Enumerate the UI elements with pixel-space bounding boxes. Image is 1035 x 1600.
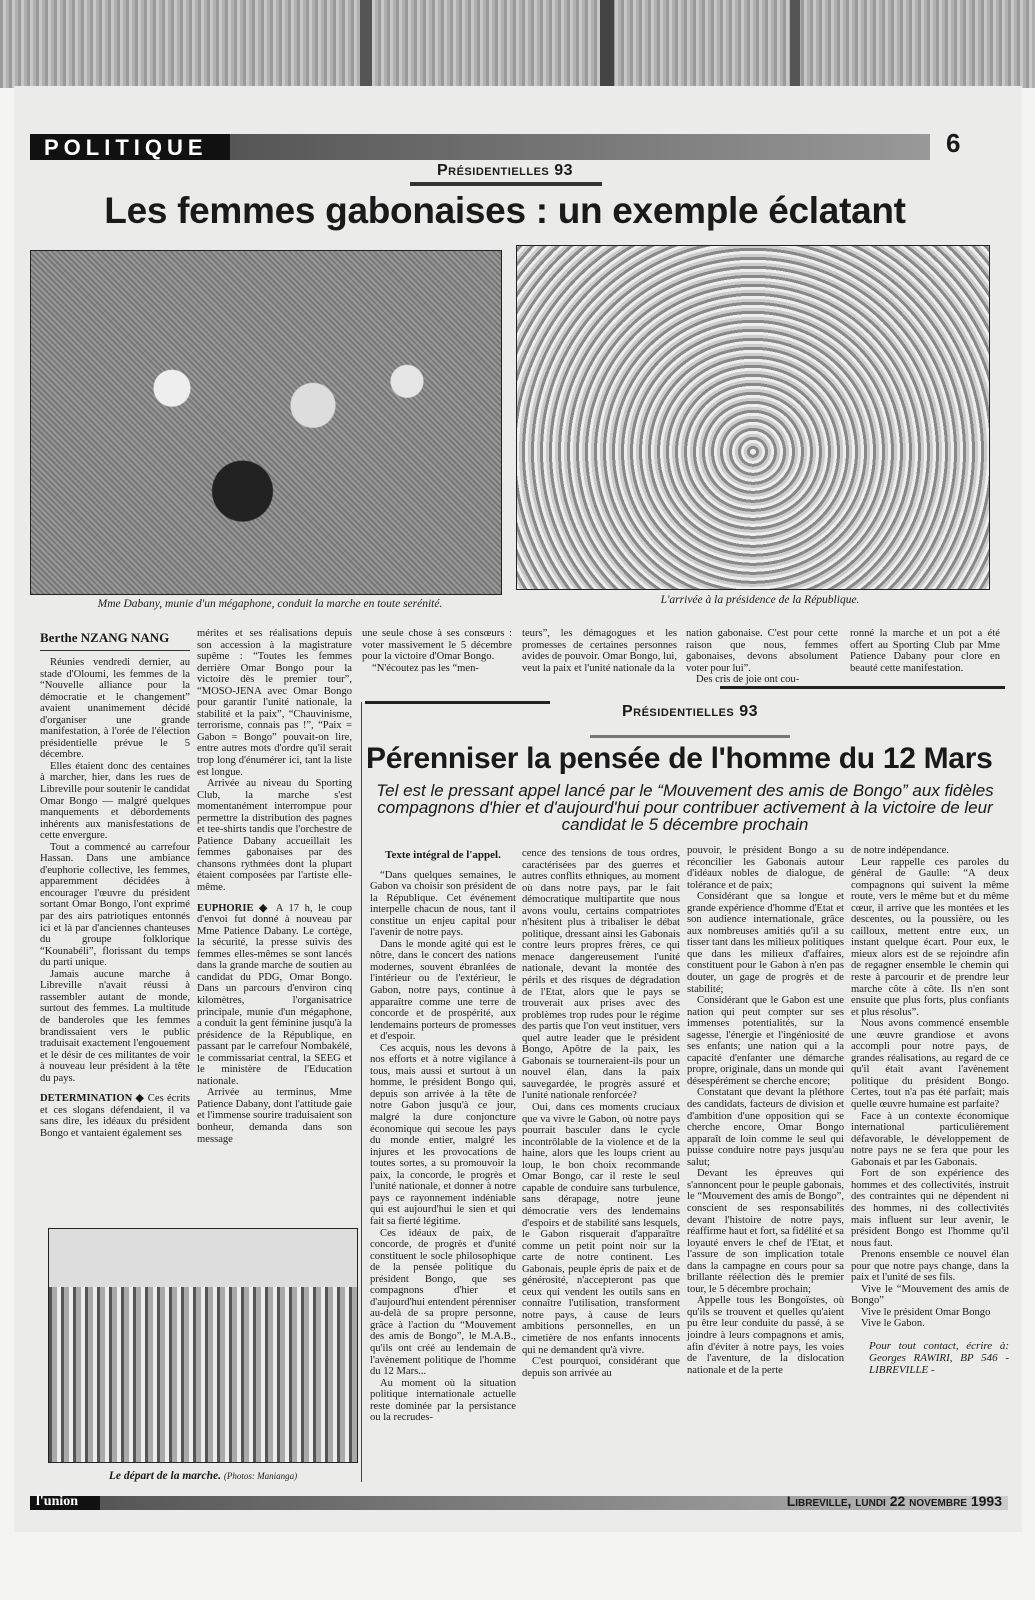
masthead: l'union <box>36 1494 79 1509</box>
paragraph-text: nation gabonaise. C'est pour cette raison que nous, femmes gabonaises, devons absolument voter pour lui”. <box>686 628 838 674</box>
paragraph: Arrivée au niveau du Sporting Club, la marche s'est momentanément interrompue pour permettre la distribution des pagnes et tee-shirts tandis que l'orchestre de Patience Dabany accueillait les femmes gabonaises par des chansons rythmées dont la plupart étaient composées par l'artiste elle-même. <box>197 778 352 894</box>
photo-caption-right: L'arrivée à la présidence de la République. <box>660 594 860 606</box>
paragraph: Dans le monde agité qui est le nôtre, dans le concert des nations modernes, souvent ébranlées de l'intérieur ou de l'extérieur, le Gabon, notre pays, continue à apparaître comme une terre de concorde et de prospérité, aux lendemains porteurs de promesses et d'espoir. <box>370 938 516 1043</box>
paragraph: Ces idéaux de paix, de concorde, de progrès et d'unité constituent le socle philosophique de la pensée politique du président Bongo, que ses compagnons d'hier et d'aujourd'hui entendent pérenniser au-delà de sa propre personne, grâce à l'action du “Mouvement des amis de Bongo”, le M.A.B., qu'ils ont créé au lendemain de l'avènement politique de l'homme du 12 Mars... <box>370 1227 516 1378</box>
paragraph-text: une seule chose à ses consœurs : voter massivement le 5 décembre pour la victoire d'Omar Bongo. <box>362 628 512 663</box>
paragraph <box>40 1093 190 1139</box>
paragraph-lead: DETERMINATION ◆ <box>40 1093 148 1105</box>
article1-headline: Les femmes gabonaises : un exemple éclatant <box>104 190 906 231</box>
article1-column-6 <box>850 628 1000 674</box>
section-label: POLITIQUE <box>44 135 208 160</box>
paragraph <box>686 628 838 674</box>
paragraph-text: A 17 h, le coup d'envoi fut donné à nouveau par Mme Patience Dabany. Le cortège, la sécurité, la presse suivis des femmes elles-mêmes se sont lancés dans la grande marche de soutien au candidat du PDG, Omar Bongo. Dans un parcours d'environ cinq kilomètres, l'organisatrice principale, munie d'un mégaphone, a conduit la gent féminine jusqu'à la présidence de la République, en passant par le carrefour Nombakélé, le commissariat central, la SEEG et le ministère de l'Education nationale. <box>197 902 353 1087</box>
paragraph <box>362 628 512 663</box>
article1-column-5 <box>686 628 838 686</box>
paragraph: Réunies vendredi dernier, au stade d'Oloumi, les femmes de la “Nouvelle alliance pour la démocratie et le changement” avaient unanimement décidé d'organiser une grande manifestation, à l'orée de l'élection présidentielle prévue le 5 décembre. <box>40 657 190 761</box>
paragraph: Constatant que devant la pléthore des candidats, facteurs de division et d'ambition d'une opposition qui se cherche encore, Omar Bongo apparaît de loin comme le seul qui puisse conduire notre pays jusqu'au salut; <box>687 1087 844 1168</box>
paragraph: Des cris de joie ont cou- <box>696 674 800 686</box>
byline: Berthe NZANG NANG <box>40 630 190 651</box>
kicker-rule <box>590 735 790 738</box>
paragraph-text: Ces écrits et ces slogans défendaient, il va sans dire, les idéaux du président Bongo et vantaient également ses <box>40 1093 190 1139</box>
photo-credit: (Photos: Manianga) <box>223 1471 298 1481</box>
paragraph-text: ronné la marche et un pot a été offert au Sporting Club par Mme Patience Dabany pour clore en beauté cette manifestation. <box>850 628 1000 674</box>
paragraph <box>522 628 677 674</box>
paragraph: Considérant que le Gabon est une nation qui peut compter sur ses immenses potentialités, sur la sagesse, l'énergie et l'ingéniosité de ses enfants; une nation qui a la capacité d'enfanter une démarche propre, originale, dans un monde qui désespérément se cherche encore; <box>687 995 844 1087</box>
paragraph: Leur rappelle ces paroles du général de Gaulle: “A deux compagnons qui suivent la même route, vers le même but et du même cœur, il arrive que les montées et les descentes, ou la poussière, ou les cailloux, mettent entre eux, un instant quelque écart. Pour eux, le mieux alors est de se rejoindre afin de regagner ensemble le chemin qui reste à parcourir et de prendre leur marche côte à côte. Ils n'en sont ensuite que plus forts, plus confiants et plus résolus”. <box>851 856 1009 1018</box>
paragraph-lead: EUPHORIE ◆ <box>197 902 276 914</box>
section-banner <box>30 134 930 160</box>
paragraph: Fort de son expérience des hommes et des collectivités, instruit des contraintes qui ne dépendent ni des hommes, ni des collectivités mais influent sur leur avenir, le président Bongo est l'homme qu'il nous faut. <box>851 1168 1009 1249</box>
article1-column-2 <box>197 628 352 1145</box>
paragraph: Vive le Gabon. <box>861 1318 925 1330</box>
paragraph: Devant les épreuves qui s'annoncent pour le peuple gabonais, le “Mouvement des amis de Bongo”, conscient de ses responsabilités devant l'histoire de notre pays, réaffirme haut et fort, sa fidélité et sa loyauté envers le chef de l'Etat, et l'assure de son implication totale dans la campagne en cours pour sa brillante réélection dès le premier tour, le 5 décembre prochain; <box>687 1168 844 1295</box>
paragraph: C'est pourquoi, considérant que depuis son arrivée au <box>522 1356 680 1379</box>
footer-bar <box>30 1493 1008 1510</box>
paragraph-text: teurs”, les démagogues et les promesses de certaines personnes avides de pouvoir. Omar Bongo, lui, veut la paix et l'unité nationale da la <box>522 628 677 674</box>
photo-dabany-megaphone <box>30 250 502 595</box>
paragraph-text: pouvoir, le président Bongo a su réconcilier les Gabonais autour d'idéaux nobles de dialogue, de tolérance et de paix; <box>687 845 844 891</box>
photo-caption-left: Mme Dabany, munie d'un mégaphone, conduit la marche en toute serénité. <box>97 598 443 610</box>
article2-kicker: Présidentielles 93 <box>621 703 759 720</box>
paragraph <box>197 903 352 1088</box>
paragraph: Appelle tous les Bongoïstes, où qu'ils se trouvent et quelles qu'aient pu être leur conduite du passé, à se joindre à leurs compagnons et amis, afin d'éviter à notre pays, les voies de l'aventure, de la dislocation nationale et de la perte <box>687 1295 844 1376</box>
kicker-rule <box>410 182 602 186</box>
paragraph: Oui, dans ces moments cruciaux que va vivre le Gabon, où notre pays pourrait basculer dans le cycle incontrôlable de la violence et de la haine, alors que les loups crient au loup, le bon choix recommande Omar Bongo, car il reste le seul capable de conduire sans turbulence, sans dérapage, notre jeune démocratie vers des lendemains d'espoirs et de stabilité sans lesquels, le Gabon risquerait d'apparaître comme un petit point noir sur la carte de notre continent. Les Gabonais, peuple épris de paix et de générosité, n'accepteront pas que ceux qui vendent les outils sans en connaître l'utilisation, transforment notre pays, à cause de leurs ambitions personnelles, en un cimetière de nos enfants innocents qui ne demandent qu'à vivre. <box>522 1102 680 1356</box>
caption-text: Le départ de la marche. <box>108 1470 221 1482</box>
photo-march-start <box>48 1228 358 1463</box>
article2-headline: Pérenniser la pensée de l'homme du 12 Mars <box>366 742 993 775</box>
paragraph <box>687 845 844 891</box>
paragraph: Vive le “Mouvement des amis de Bongo” <box>851 1283 1009 1307</box>
paragraph: Elles étaient donc des centaines à marcher, hier, dans les rues de Libreville pour soutenir le candidat Omar Bongo — malgré quelques manquements et débordements inhérents aux manisfestations de cette envergure. <box>40 760 190 842</box>
paragraph-text: mérites et ses réalisations depuis son accession à la magistrature supême : “Toutes les femmes derrière Omar Bongo pour la victoire dès le premier tour”, “MOSO-JENA avec Omar Bongo pour garantir l'unité nationale, la stabilité et la paix”, “Chauvinisme, terrorisme, connais pas !”, “Paix = Gabon = Bongo” pouvait-on lire, entre autres mots d'ordre qu'il serait trop long d'énumérer ici, tant la liste est longue. <box>197 628 352 778</box>
paragraph: “N'écoutez pas les “men- <box>372 662 479 674</box>
photo-caption-bottom <box>48 1470 358 1482</box>
intro-heading: Texte intégral de l'appel. <box>385 849 501 861</box>
paragraph <box>850 628 1000 674</box>
article1-column-3 <box>362 628 512 674</box>
scan-edge <box>0 0 1035 88</box>
paragraph: Jamais aucune marche à Libreville n'avait réussi à rassembler autant de monde, surtout des femmes. La multitude de banderoles que les femmes brandissaient vers le public traduisait exactement l'engouement et le désir de ces militantes de voir à nouveau leur président à la tête du pays. <box>40 968 190 1084</box>
article2-column-1 <box>370 850 516 1424</box>
paragraph: Nous avons commencé ensemble une œuvre grandiose et avons accompli pour notre pays, de grandes réalisations, au regard de ce qu'il était avant l'avènement politique du président Bongo. Certes, tout n'a pas été parfait; mais quelle œuvre humaine est parfaite? <box>851 1018 1009 1111</box>
article1-column-4 <box>522 628 677 674</box>
article2-column-2 <box>522 848 680 1379</box>
article2-subhead: Tel est le pressant appel lancé par le “Mouvement des amis de Bongo” aux fidèles compagnons d'hier et d'aujourd'hui pour contribuer activement à la victoire de leur candidat le 5 décembre prochain <box>376 781 994 834</box>
paragraph <box>197 628 352 778</box>
paragraph: Au moment où la situation politique internationale actuelle reste dominée par la persistance ou la recrudes- <box>370 1377 516 1424</box>
paragraph <box>522 848 680 1102</box>
rule <box>365 701 550 704</box>
contact-info: Pour tout contact, écrire à: Georges RAWIRI, BP 546 - LIBREVILLE - <box>869 1339 1009 1376</box>
rule <box>720 686 1005 689</box>
paragraph: “Dans quelques semaines, le Gabon va choisir son président de la République. Cet événement interpelle chacun de nous, tant il constitue un enjeu capital pour l'avenir de notre pays. <box>370 869 516 939</box>
photo-crowd-presidency <box>516 245 990 590</box>
paragraph-text: cence des tensions de tous ordres, caractérisées par des guerres et autres conflits ethniques, au moment où dans notre pays, par le fait démocratique multipartite que nous avons voulu, certains compatriotes n'hésitent plus à tribaliser le débat politique, dressant ainsi les Gabonais contre leurs propres frères, ce qui menace dangereusement l'unité nationale, devant la montée des périls et des risques de dégradation de l'Etat, alors que le pays se trouverait aux prises avec des problèmes trop rudes pour le régime des partis que l'on veut instituer, vers quel autre leader que le président Bongo, Apôtre de la paix, les Gabonais se tourneraient-ils pour un nouvel élan, dans la paix sauvegardée, le progrès assuré et l'unité nationale renforcée? <box>522 848 680 1102</box>
paragraph: Arrivée au terminus, Mme Patience Dabany, dont l'attitude gaie et l'immense sourire traduisaient son bonheur, demanda dans son message <box>197 1087 352 1145</box>
article2-column-4 <box>851 845 1009 1376</box>
paragraph: Face à un contexte économique international particulièrement défavorable, le développement de notre pays ne se fera que pour les Gabonais et par les Gabonais. <box>851 1110 1009 1168</box>
article2-column-3 <box>687 845 844 1376</box>
paragraph: Considérant que sa longue et grande expérience d'homme d'Etat et son audience internationale, grâce aux nombreuses amitiés qu'il a su tisser tant dans les milieux politiques que dans les milieux d'affaires, constituent pour le Gabon à n'en pas douter, un gage de progrès et de stabilité; <box>687 891 844 995</box>
dateline: Libreville, lundi 22 novembre 1993 <box>786 1493 1002 1509</box>
article1-column-1 <box>40 630 190 1139</box>
paragraph-text: de notre indépendance. <box>851 845 949 856</box>
paragraph: Vive le président Omar Bongo <box>861 1306 991 1318</box>
article1-kicker: Présidentielles 93 <box>436 162 574 179</box>
paragraph: Tout a commencé au carrefour Hassan. Dans une ambiance d'euphorie collective, les femmes, apparemment décidées à encourager l'œuvre du président sortant Omar Bongo, l'ont exprimé par des airs patriotiques entonnés ici et là par d'anciennes chanteuses du groupe folklorique “Kounabéli”, florissant du temps du parti unique. <box>40 841 190 969</box>
paragraph: Prenons ensemble ce nouvel élan pour que notre pays change, dans la paix et l'unité de ses fils. <box>851 1249 1009 1284</box>
page-number: 6 <box>946 128 961 158</box>
column-divider <box>361 702 362 1482</box>
paragraph: Ces acquis, nous les devons à nos efforts et à notre vigilance à tous, mais aussi et surtout à un homme, le président Bongo qui, depuis son arrivée à la tête de notre Gabon jusqu'à ce jour, malgré la dure conjoncture économique qui secoue les pays du monde entier, malgré les injures et les provocations de toutes sortes, a su promouvoir la paix, la concorde, le progrès et l'unité nationale, et donner à notre pays ce rayonnement indéniable qui est aujourd'hui le sien et qui fait sa fierté légitime. <box>370 1042 516 1227</box>
paragraph <box>851 845 1009 857</box>
